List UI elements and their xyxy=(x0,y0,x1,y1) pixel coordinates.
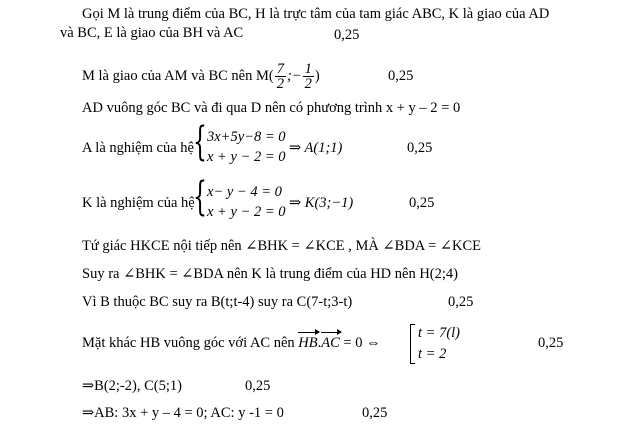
a-system xyxy=(193,119,293,168)
score-1: 0,25 xyxy=(334,27,360,43)
hb-dot: . xyxy=(317,335,322,351)
hb-case-1: t = 7(l) xyxy=(418,325,460,341)
vib-line: Vì B thuộc BC suy ra B(t;t-4) suy ra C(7-t;3-t) xyxy=(82,294,353,310)
hb-vector: HB xyxy=(298,335,318,351)
k-result: ⇒ K(3;−1) xyxy=(289,195,354,211)
score-8: 0,25 xyxy=(362,405,388,421)
m-frac1-num: 7 xyxy=(276,61,284,78)
k-eq1: x− y − 4 = 0 xyxy=(207,184,282,200)
ad-line: AD vuông góc BC và đi qua D nên có phương trình x + y – 2 = 0 xyxy=(82,100,461,116)
score-7: 0,25 xyxy=(245,378,271,394)
score-3: 0,25 xyxy=(407,140,433,156)
a-brace: { xyxy=(193,119,207,165)
k-system xyxy=(193,174,293,223)
m-text: M là giao của AM và BC nên M( xyxy=(82,68,274,84)
hb-case-2: t = 2 xyxy=(418,346,447,362)
cases-bracket xyxy=(410,324,415,364)
k-label: K là nghiệm của hệ xyxy=(82,195,195,211)
score-6: 0,25 xyxy=(538,335,564,351)
a-result: ⇒ A(1;1) xyxy=(289,140,343,156)
a-eq2: x + y − 2 = 0 xyxy=(207,149,286,165)
suyra-line: Suy ra ∠BHK = ∠BDA nên K là trung điểm của HD nên H(2;4) xyxy=(82,266,458,282)
m-fraction-2 xyxy=(303,62,314,91)
hb-eq: = 0 ⇔ xyxy=(343,335,381,351)
ac-vector: AC xyxy=(321,335,340,351)
score-4: 0,25 xyxy=(409,195,435,211)
m-sep: ;− xyxy=(286,68,302,84)
final-line: ⇒AB: 3x + y – 4 = 0; AC: y -1 = 0 xyxy=(82,405,284,421)
m-line xyxy=(82,56,320,96)
intro-line-2: và BC, E là giao của BH và AC xyxy=(60,25,244,41)
m-close: ) xyxy=(314,68,320,84)
k-eq2: x + y − 2 = 0 xyxy=(207,204,286,220)
hkce-line: Tứ giác HKCE nội tiếp nên ∠BHK = ∠KCE , MÀ ∠BDA = ∠KCE xyxy=(82,238,482,254)
bc-line: ⇒B(2;-2), C(5;1) xyxy=(82,378,182,394)
score-5: 0,25 xyxy=(448,294,474,310)
intro-line-1: Gọi M là trung điểm của BC, H là trực tâm của tam giác ABC, K là giao của AD xyxy=(82,6,550,22)
k-brace: { xyxy=(193,174,207,220)
score-2: 0,25 xyxy=(388,68,414,84)
a-label: A là nghiệm của hệ xyxy=(82,140,194,156)
hb-text: Mặt khác HB vuông góc với AC nên xyxy=(82,335,295,351)
m-frac2-den: 2 xyxy=(304,76,312,93)
m-frac1-den: 2 xyxy=(276,76,284,93)
m-frac2-num: 1 xyxy=(304,61,312,78)
hb-line xyxy=(82,334,381,352)
m-fraction-1 xyxy=(275,62,286,91)
a-eq1: 3x+5y−8 = 0 xyxy=(207,129,286,145)
